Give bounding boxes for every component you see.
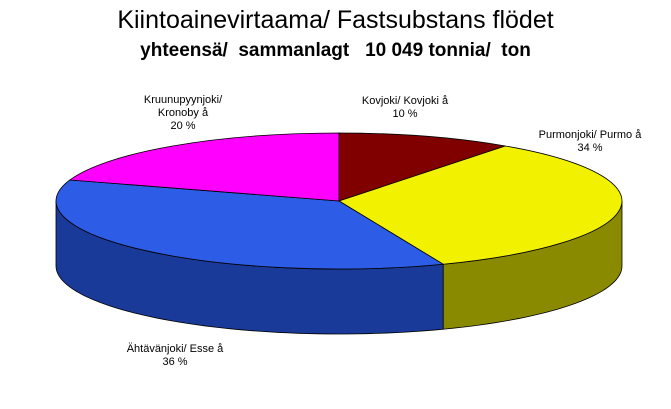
slice-label-kruunupyynjoki: Kruunupyynjoki/ Kronoby å 20 % (143, 94, 223, 132)
slice-label-purmonjoki: Purmonjoki/ Purmo å 34 % (538, 129, 642, 154)
chart-title: Kiintoainevirtaama/ Fastsubstans flödet (117, 6, 554, 34)
slice-label-kovjoki: Kovjoki/ Kovjoki å 10 % (361, 95, 449, 120)
chart-subtitle: yhteensä/ sammanlagt 10 049 tonnia/ ton (140, 40, 531, 61)
slice-label-ahtavanjoki: Ähtävänjoki/ Esse å 36 % (126, 343, 224, 368)
